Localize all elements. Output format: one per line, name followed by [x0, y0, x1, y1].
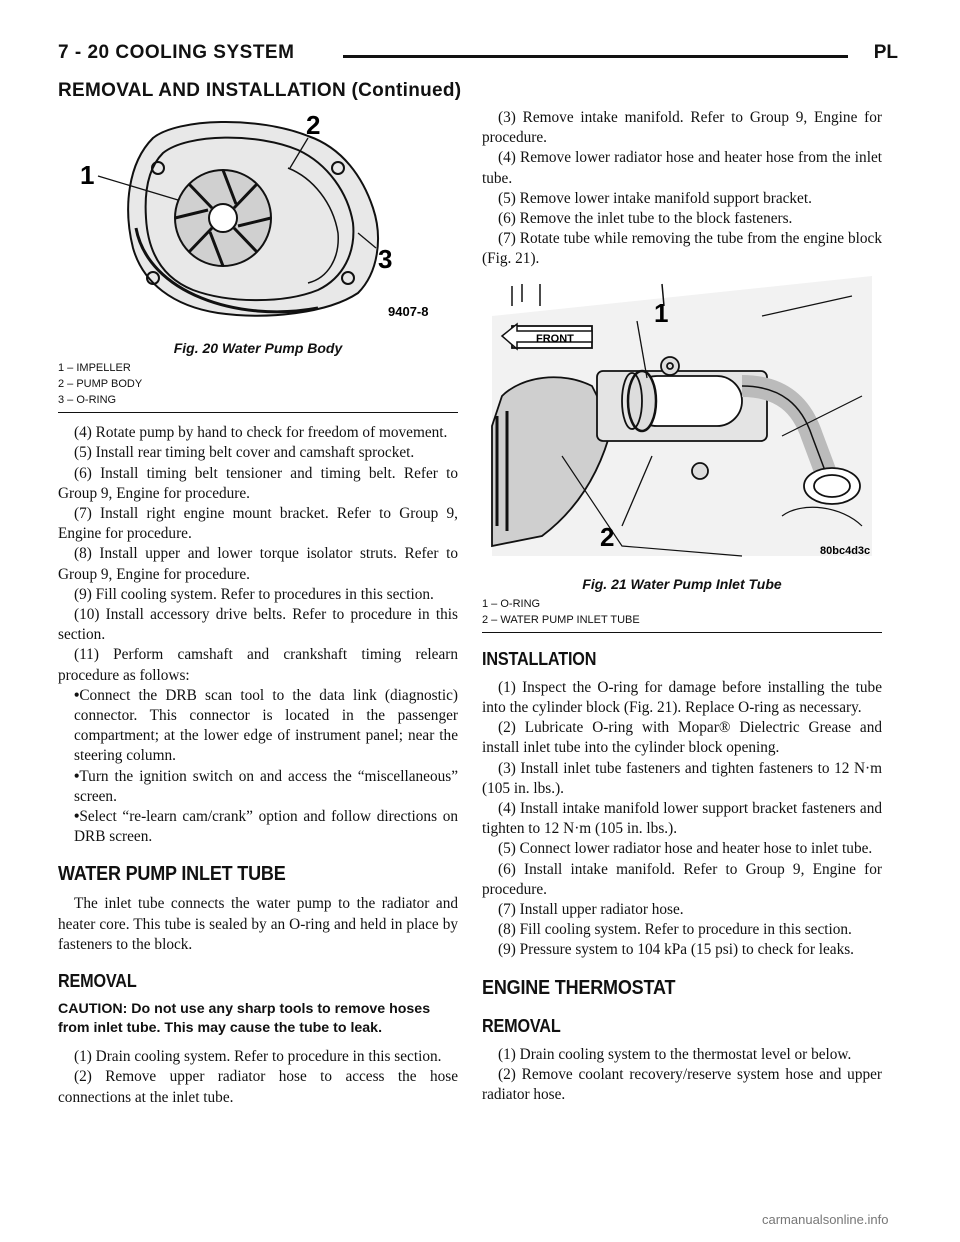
right-column: [482, 108, 882, 1105]
step-paragraph: (5) Connect lower radiator hose and heater hose to inlet tube.: [498, 840, 873, 858]
bullet-item: •Connect the DRB scan tool to the data link (diagnostic) connector. This connector is located in the passenger compartment; at the lower edge of instrument panel; near the steering column.: [74, 686, 458, 765]
caution-note: CAUTION: Do not use any sharp tools to remove hoses from inlet tube. This may cause the tube to leak.: [58, 1001, 431, 1036]
figure-20: [58, 108, 458, 413]
heading-engine-thermostat: ENGINE THERMOSTAT: [482, 976, 676, 999]
step-paragraph: (1) Drain cooling system. Refer to procedure in this section.: [74, 1048, 442, 1066]
heading-inlet-tube: WATER PUMP INLET TUBE: [58, 863, 286, 886]
bullet-item: •Select “re-learn cam/crank” option and follow directions on DRB screen.: [74, 808, 458, 846]
legend-item: 1 – O-RING: [482, 597, 541, 610]
legend-item: 3 – O-RING: [58, 394, 117, 407]
step-paragraph: (7) Install right engine mount bracket. Refer to Group 9, Engine for procedure.: [58, 505, 458, 543]
figure-21-caption: Fig. 21 Water Pump Inlet Tube: [582, 575, 782, 592]
step-paragraph: (4) Install intake manifold lower support bracket fasteners and tighten to 12 N·m (105 in. lbs.).: [482, 800, 882, 838]
figure-21-legend: [482, 596, 882, 633]
header-rule: [343, 55, 848, 58]
heading-removal: REMOVAL: [482, 1015, 561, 1036]
figure-20-legend: [58, 360, 458, 413]
page-number: 7 - 20 COOLING SYSTEM: [58, 42, 295, 63]
step-paragraph: (9) Fill cooling system. Refer to procedures in this section.: [74, 585, 434, 603]
step-paragraph: (2) Remove upper radiator hose to access the hose connections at the inlet tube.: [58, 1068, 458, 1106]
front-label: FRONT: [536, 332, 574, 345]
figure-21: [482, 276, 882, 633]
water-pump-body-illustration: [58, 108, 458, 330]
step-paragraph: (7) Install upper radiator hose.: [498, 901, 684, 919]
step-paragraph: (2) Remove coolant recovery/reserve system hose and upper radiator hose.: [482, 1065, 882, 1104]
step-paragraph: (7) Rotate tube while removing the tube from the engine block (Fig. 21).: [482, 230, 882, 268]
step-paragraph: (3) Remove intake manifold. Refer to Group 9, Engine for procedure.: [482, 109, 882, 147]
figure-code: 80bc4d3c: [820, 544, 871, 557]
step-paragraph: (8) Install upper and lower torque isolator struts. Refer to Group 9, Engine for procedure.: [58, 545, 458, 583]
step-paragraph: (10) Install accessory drive belts. Refer to procedure in this section.: [58, 606, 458, 644]
legend-item: 2 – PUMP BODY: [58, 378, 143, 391]
page-header: [58, 38, 898, 68]
step-paragraph: (2) Lubricate O-ring with Mopar® Dielectric Grease and install inlet tube into the cylinder block opening.: [482, 719, 882, 757]
legend-item: 1 – IMPELLER: [58, 362, 131, 375]
step-paragraph: (5) Install rear timing belt cover and camshaft sprocket.: [74, 444, 415, 462]
step-paragraph: (6) Install intake manifold. Refer to Group 9, Engine for procedure.: [482, 860, 882, 898]
left-column: [58, 108, 458, 1108]
legend-item: 2 – WATER PUMP INLET TUBE: [482, 613, 640, 626]
step-paragraph: (1) Drain cooling system to the thermostat level or below.: [498, 1045, 852, 1063]
step-paragraph: (11) Perform camshaft and crankshaft timing relearn procedure as follows:: [58, 646, 458, 684]
step-paragraph: (3) Install inlet tube fasteners and tighten fasteners to 12 N·m (105 in. lbs.).: [482, 759, 882, 797]
callout-3: 3: [378, 244, 393, 274]
figure-20-caption: Fig. 20 Water Pump Body: [173, 340, 343, 357]
step-paragraph: (8) Fill cooling system. Refer to procedure in this section.: [498, 921, 852, 939]
section-title: REMOVAL AND INSTALLATION (Continued): [58, 80, 462, 101]
step-paragraph: (4) Rotate pump by hand to check for freedom of movement.: [74, 424, 448, 442]
callout-1: 1: [654, 297, 669, 328]
step-paragraph: (6) Install timing belt tensioner and timing belt. Refer to Group 9, Engine for procedure.: [58, 464, 458, 502]
step-paragraph: (9) Pressure system to 104 kPa (15 psi) to check for leaks.: [498, 941, 855, 959]
step-paragraph: (5) Remove lower intake manifold support bracket.: [498, 189, 812, 207]
model-code: PL: [873, 42, 898, 63]
watermark: carmanualsonline.info: [762, 1212, 889, 1227]
callout-2: 2: [306, 110, 321, 140]
step-paragraph: (4) Remove lower radiator hose and heater hose from the inlet tube.: [482, 149, 882, 187]
heading-removal: REMOVAL: [58, 971, 137, 992]
callout-2: 2: [600, 521, 615, 552]
figure-code: 9407-8: [388, 304, 429, 319]
step-paragraph: (1) Inspect the O-ring for damage before installing the tube into the cylinder block (Fig. 21). Replace O-ring as necessary.: [482, 678, 882, 717]
inlet-tube-illustration: [482, 276, 882, 566]
step-paragraph: (6) Remove the inlet tube to the block fasteners.: [498, 210, 793, 228]
intro-paragraph: The inlet tube connects the water pump to the radiator and heater core. This tube is sealed by an O-ring and held in place by fasteners to the block.: [58, 895, 458, 953]
bullet-item: •Turn the ignition switch on and access the “miscellaneous” screen.: [74, 767, 458, 805]
callout-1: 1: [80, 160, 95, 190]
heading-installation: INSTALLATION: [482, 648, 597, 669]
